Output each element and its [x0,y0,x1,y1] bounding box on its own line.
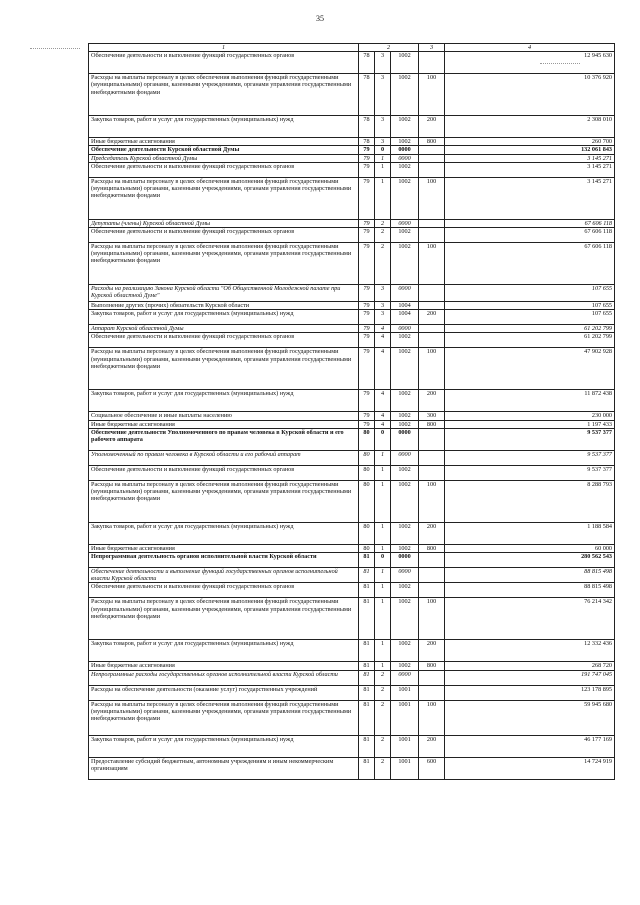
row-name: Уполномоченный по правам человека в Курской области и его рабочий аппарат [89,450,359,465]
row-name: Обеспечение деятельности и выполнение функций государственных органов [89,583,359,598]
row-name: Иные бюджетные ассигнования [89,138,359,146]
row-expense-type [419,285,445,302]
table-row [89,598,615,640]
row-code-pz: 1 [375,154,391,162]
table-row [89,390,615,412]
row-name: Председатель Курской областной Думы [89,154,359,162]
row-expense-type: 100 [419,74,445,116]
row-code-cs: 1002 [391,598,419,640]
row-code-gr: 81 [359,670,375,685]
row-name: Выполнение других (прочих) обязательств Курской области [89,302,359,310]
row-code-gr: 79 [359,420,375,428]
table-row [89,428,615,450]
table-row [89,333,615,348]
row-expense-type [419,465,445,480]
row-name: Предоставление субсидий бюджетным, автономным учреждениям и иным некоммерческим организациям [89,757,359,779]
row-code-pz: 3 [375,116,391,138]
row-code-pz: 1 [375,480,391,522]
row-code-pz: 1 [375,583,391,598]
row-code-pz: 3 [375,138,391,146]
row-amount: 9 537 377 [445,465,615,480]
row-code-gr: 81 [359,662,375,670]
row-code-pz: 4 [375,390,391,412]
row-name: Расходы на обеспечение деятельности (оказание услуг) государственных учреждений [89,685,359,700]
header-col-1: 1 [89,44,359,52]
row-code-gr: 80 [359,522,375,544]
row-code-pz: 3 [375,302,391,310]
row-expense-type: 800 [419,544,445,552]
row-amount: 268 720 [445,662,615,670]
row-code-gr: 78 [359,74,375,116]
row-amount: 260 700 [445,138,615,146]
table-row [89,138,615,146]
table-row [89,52,615,74]
row-expense-type: 100 [419,700,445,735]
row-name: Закупка товаров, работ и услуг для государственных (муниципальных) нужд [89,116,359,138]
row-code-cs: 1002 [391,74,419,116]
row-code-gr: 79 [359,310,375,325]
table-row [89,757,615,779]
row-amount: 8 288 793 [445,480,615,522]
row-code-cs: 1002 [391,480,419,522]
row-name: Закупка товаров, работ и услуг для государственных (муниципальных) нужд [89,310,359,325]
row-amount: 46 177 169 [445,735,615,757]
row-code-gr: 78 [359,138,375,146]
row-code-gr: 81 [359,757,375,779]
row-name: Расходы на выплаты персоналу в целях обеспечения выполнения функций государственными (муниципальными) органами, казенными учреждениями, органами управления государственными внебюджетными фондами [89,74,359,116]
row-code-cs: 1002 [391,162,419,177]
row-code-cs: 1001 [391,735,419,757]
table-row [89,285,615,302]
table-row [89,685,615,700]
row-code-cs: 1002 [391,177,419,219]
row-code-cs: 1002 [391,465,419,480]
table-row [89,450,615,465]
row-code-pz: 3 [375,52,391,74]
row-expense-type: 800 [419,420,445,428]
row-code-gr: 81 [359,700,375,735]
row-expense-type: 100 [419,598,445,640]
row-amount: 107 655 [445,285,615,302]
row-name: Закупка товаров, работ и услуг для государственных (муниципальных) нужд [89,735,359,757]
row-expense-type [419,52,445,74]
row-code-pz: 2 [375,700,391,735]
row-name: Иные бюджетные ассигнования [89,420,359,428]
row-amount: 61 202 799 [445,333,615,348]
row-name: Расходы на реализацию Закона Курской области "Об Общественной Молодежной палате при Курской областной Думе" [89,285,359,302]
header-col-2: 2 [359,44,419,52]
row-expense-type [419,302,445,310]
row-code-gr: 79 [359,325,375,333]
row-code-gr: 81 [359,553,375,568]
row-amount: 1 188 584 [445,522,615,544]
row-amount: 9 537 377 [445,428,615,450]
row-code-cs: 1002 [391,420,419,428]
budget-table [88,43,615,780]
row-name: Расходы на выплаты персоналу в целях обеспечения выполнения функций государственными (муниципальными) органами, казенными учреждениями, органами управления государственными внебюджетными фондами [89,243,359,285]
row-amount: 191 747 045 [445,670,615,685]
row-name: Иные бюджетные ассигнования [89,662,359,670]
row-expense-type [419,219,445,227]
row-expense-type: 300 [419,412,445,420]
row-code-gr: 81 [359,598,375,640]
row-code-cs: 1004 [391,310,419,325]
row-expense-type: 200 [419,390,445,412]
row-code-pz: 2 [375,219,391,227]
row-name: Социальное обеспечение и иные выплаты населению [89,412,359,420]
row-name: Расходы на выплаты персоналу в целях обеспечения выполнения функций государственными (муниципальными) органами, казенными учреждениями, органами управления государственными внебюджетными фондами [89,700,359,735]
row-code-cs: 1002 [391,412,419,420]
row-code-gr: 79 [359,243,375,285]
row-code-cs: 1001 [391,700,419,735]
row-amount: 12 332 436 [445,640,615,662]
row-amount: 3 145 271 [445,154,615,162]
row-code-pz: 1 [375,640,391,662]
row-code-pz: 2 [375,228,391,243]
row-expense-type: 100 [419,243,445,285]
row-name: Обеспечение деятельности и выполнение функций государственных органов [89,52,359,74]
table-row [89,553,615,568]
row-code-gr: 81 [359,685,375,700]
row-code-pz: 2 [375,243,391,285]
row-name: Закупка товаров, работ и услуг для государственных (муниципальных) нужд [89,640,359,662]
row-expense-type: 100 [419,480,445,522]
table-row [89,662,615,670]
row-code-cs: 1002 [391,640,419,662]
row-expense-type: 200 [419,522,445,544]
row-code-gr: 78 [359,116,375,138]
row-code-gr: 79 [359,162,375,177]
row-name: Непрограммная деятельность органов исполнительной власти Курской области [89,553,359,568]
row-code-pz: 4 [375,333,391,348]
row-amount: 230 000 [445,412,615,420]
row-code-pz: 2 [375,735,391,757]
row-name: Обеспечение деятельности и выполнение функций государственных органов [89,333,359,348]
row-code-gr: 81 [359,583,375,598]
table-row [89,522,615,544]
table-row [89,74,615,116]
row-name: Обеспечение деятельности Уполномоченного по правам человека в Курской области и его рабочего аппарата [89,428,359,450]
table-row [89,177,615,219]
row-code-cs: 1001 [391,757,419,779]
row-code-cs: 1004 [391,302,419,310]
row-amount: 88 815 498 [445,568,615,583]
row-amount: 280 562 543 [445,553,615,568]
row-code-cs: 1002 [391,138,419,146]
row-amount: 67 606 118 [445,243,615,285]
row-code-gr: 79 [359,177,375,219]
row-code-cs: 1001 [391,685,419,700]
row-code-pz: 2 [375,670,391,685]
table-row [89,146,615,154]
row-expense-type [419,333,445,348]
row-name: Обеспечение деятельности и выполнение функций государственных органов [89,465,359,480]
row-expense-type [419,146,445,154]
row-code-gr: 79 [359,146,375,154]
row-code-pz: 1 [375,662,391,670]
row-code-pz: 1 [375,544,391,552]
table-row [89,420,615,428]
row-code-pz: 4 [375,412,391,420]
row-code-cs: 0000 [391,146,419,154]
row-code-gr: 79 [359,228,375,243]
row-code-cs: 1002 [391,544,419,552]
row-code-cs: 1002 [391,116,419,138]
row-name: Депутаты (члены) Курской областной Думы [89,219,359,227]
row-code-gr: 81 [359,735,375,757]
row-name: Обеспечение деятельности и выполнение функций государственных органов исполнительной власти Курской области [89,568,359,583]
table-row [89,412,615,420]
row-code-pz: 1 [375,598,391,640]
row-code-pz: 4 [375,325,391,333]
row-name: Расходы на выплаты персоналу в целях обеспечения выполнения функций государственными (муниципальными) органами, казенными учреждениями, органами управления государственными внебюджетными фондами [89,177,359,219]
row-code-cs: 0000 [391,553,419,568]
row-expense-type [419,553,445,568]
row-name: Аппарат Курской областной Думы [89,325,359,333]
row-amount: 47 902 928 [445,348,615,390]
row-amount: 3 145 271 [445,177,615,219]
row-expense-type [419,428,445,450]
row-name: Расходы на выплаты персоналу в целях обеспечения выполнения функций государственными (муниципальными) органами, казенными учреждениями, органами управления государственными внебюджетными фондами [89,348,359,390]
row-code-gr: 79 [359,154,375,162]
row-amount: 14 724 919 [445,757,615,779]
table-row [89,465,615,480]
row-expense-type [419,154,445,162]
row-expense-type: 200 [419,116,445,138]
row-amount: 107 655 [445,302,615,310]
row-code-gr: 80 [359,544,375,552]
row-code-cs: 0000 [391,428,419,450]
row-expense-type: 100 [419,177,445,219]
row-expense-type [419,162,445,177]
row-expense-type: 200 [419,640,445,662]
row-amount: 107 655 [445,310,615,325]
row-code-gr: 79 [359,348,375,390]
table-row [89,325,615,333]
row-expense-type: 200 [419,735,445,757]
row-expense-type [419,583,445,598]
row-code-pz: 4 [375,420,391,428]
row-expense-type: 800 [419,138,445,146]
row-code-cs: 0000 [391,568,419,583]
table-row [89,116,615,138]
row-code-cs: 1002 [391,228,419,243]
row-amount: 12 945 630 [445,52,615,74]
row-code-gr: 79 [359,219,375,227]
row-code-pz: 4 [375,348,391,390]
row-code-cs: 1002 [391,243,419,285]
row-code-cs: 0000 [391,450,419,465]
row-code-gr: 79 [359,333,375,348]
row-code-cs: 1002 [391,583,419,598]
row-code-gr: 80 [359,428,375,450]
row-code-cs: 1002 [391,522,419,544]
row-code-gr: 81 [359,640,375,662]
row-code-gr: 80 [359,480,375,522]
row-amount: 88 815 498 [445,583,615,598]
header-row [89,44,615,52]
row-code-pz: 1 [375,568,391,583]
row-amount: 3 145 271 [445,162,615,177]
table-row [89,480,615,522]
row-code-cs: 1002 [391,333,419,348]
table-row [89,700,615,735]
row-amount: 67 606 118 [445,228,615,243]
row-expense-type [419,685,445,700]
row-code-cs: 0000 [391,670,419,685]
scan-artifact-dots [30,48,80,49]
row-code-gr: 79 [359,412,375,420]
row-code-pz: 1 [375,450,391,465]
table-row [89,219,615,227]
row-code-pz: 2 [375,757,391,779]
row-expense-type [419,325,445,333]
row-expense-type: 600 [419,757,445,779]
row-name: Закупка товаров, работ и услуг для государственных (муниципальных) нужд [89,522,359,544]
row-name: Обеспечение деятельности Курской областной Думы [89,146,359,154]
row-code-gr: 79 [359,285,375,302]
row-code-pz: 1 [375,522,391,544]
row-code-cs: 1002 [391,390,419,412]
table-row [89,243,615,285]
row-code-cs: 1002 [391,662,419,670]
row-code-cs: 1002 [391,348,419,390]
row-amount: 1 197 433 [445,420,615,428]
row-code-cs: 0000 [391,285,419,302]
row-amount: 60 000 [445,544,615,552]
table-row [89,670,615,685]
row-code-pz: 1 [375,177,391,219]
table-row [89,544,615,552]
row-expense-type [419,670,445,685]
row-code-pz: 0 [375,553,391,568]
row-expense-type: 100 [419,348,445,390]
row-amount: 9 537 377 [445,450,615,465]
row-expense-type [419,450,445,465]
table-row [89,228,615,243]
row-code-gr: 79 [359,390,375,412]
row-code-gr: 80 [359,465,375,480]
table-row [89,348,615,390]
row-code-pz: 1 [375,465,391,480]
row-name: Обеспечение деятельности и выполнение функций государственных органов [89,162,359,177]
row-amount: 67 606 118 [445,219,615,227]
row-code-pz: 3 [375,285,391,302]
table-row [89,640,615,662]
table-row [89,154,615,162]
table-row [89,162,615,177]
row-code-cs: 0000 [391,219,419,227]
row-expense-type [419,568,445,583]
row-name: Расходы на выплаты персоналу в целях обеспечения выполнения функций государственными (муниципальными) органами, казенными учреждениями, органами управления государственными внебюджетными фондами [89,480,359,522]
row-code-gr: 81 [359,568,375,583]
row-code-cs: 1002 [391,52,419,74]
row-amount: 59 945 680 [445,700,615,735]
page-number: 35 [316,14,324,23]
row-code-pz: 2 [375,685,391,700]
row-amount: 61 202 799 [445,325,615,333]
row-name: Иные бюджетные ассигнования [89,544,359,552]
row-amount: 132 061 843 [445,146,615,154]
row-name: Обеспечение деятельности и выполнение функций государственных органов [89,228,359,243]
row-name: Закупка товаров, работ и услуг для государственных (муниципальных) нужд [89,390,359,412]
row-code-gr: 78 [359,52,375,74]
row-code-pz: 3 [375,74,391,116]
row-name: Непрограммные расходы государственных органов исполнительной власти Курской области [89,670,359,685]
row-amount: 2 308 010 [445,116,615,138]
header-col-3: 3 [419,44,445,52]
row-code-pz: 0 [375,146,391,154]
row-code-pz: 3 [375,310,391,325]
row-code-pz: 1 [375,162,391,177]
row-expense-type: 800 [419,662,445,670]
row-amount: 123 178 895 [445,685,615,700]
row-amount: 10 376 920 [445,74,615,116]
table-row [89,583,615,598]
table-row [89,302,615,310]
row-code-gr: 79 [359,302,375,310]
table-row [89,310,615,325]
row-code-cs: 0000 [391,154,419,162]
row-expense-type [419,228,445,243]
table-row [89,735,615,757]
row-code-cs: 0000 [391,325,419,333]
table-row [89,568,615,583]
header-col-4: 4 [445,44,615,52]
row-name: Расходы на выплаты персоналу в целях обеспечения выполнения функций государственными (муниципальными) органами, казенными учреждениями, органами управления государственными внебюджетными фондами [89,598,359,640]
row-amount: 11 872 438 [445,390,615,412]
row-amount: 76 214 342 [445,598,615,640]
row-code-pz: 0 [375,428,391,450]
row-expense-type: 200 [419,310,445,325]
row-code-gr: 80 [359,450,375,465]
